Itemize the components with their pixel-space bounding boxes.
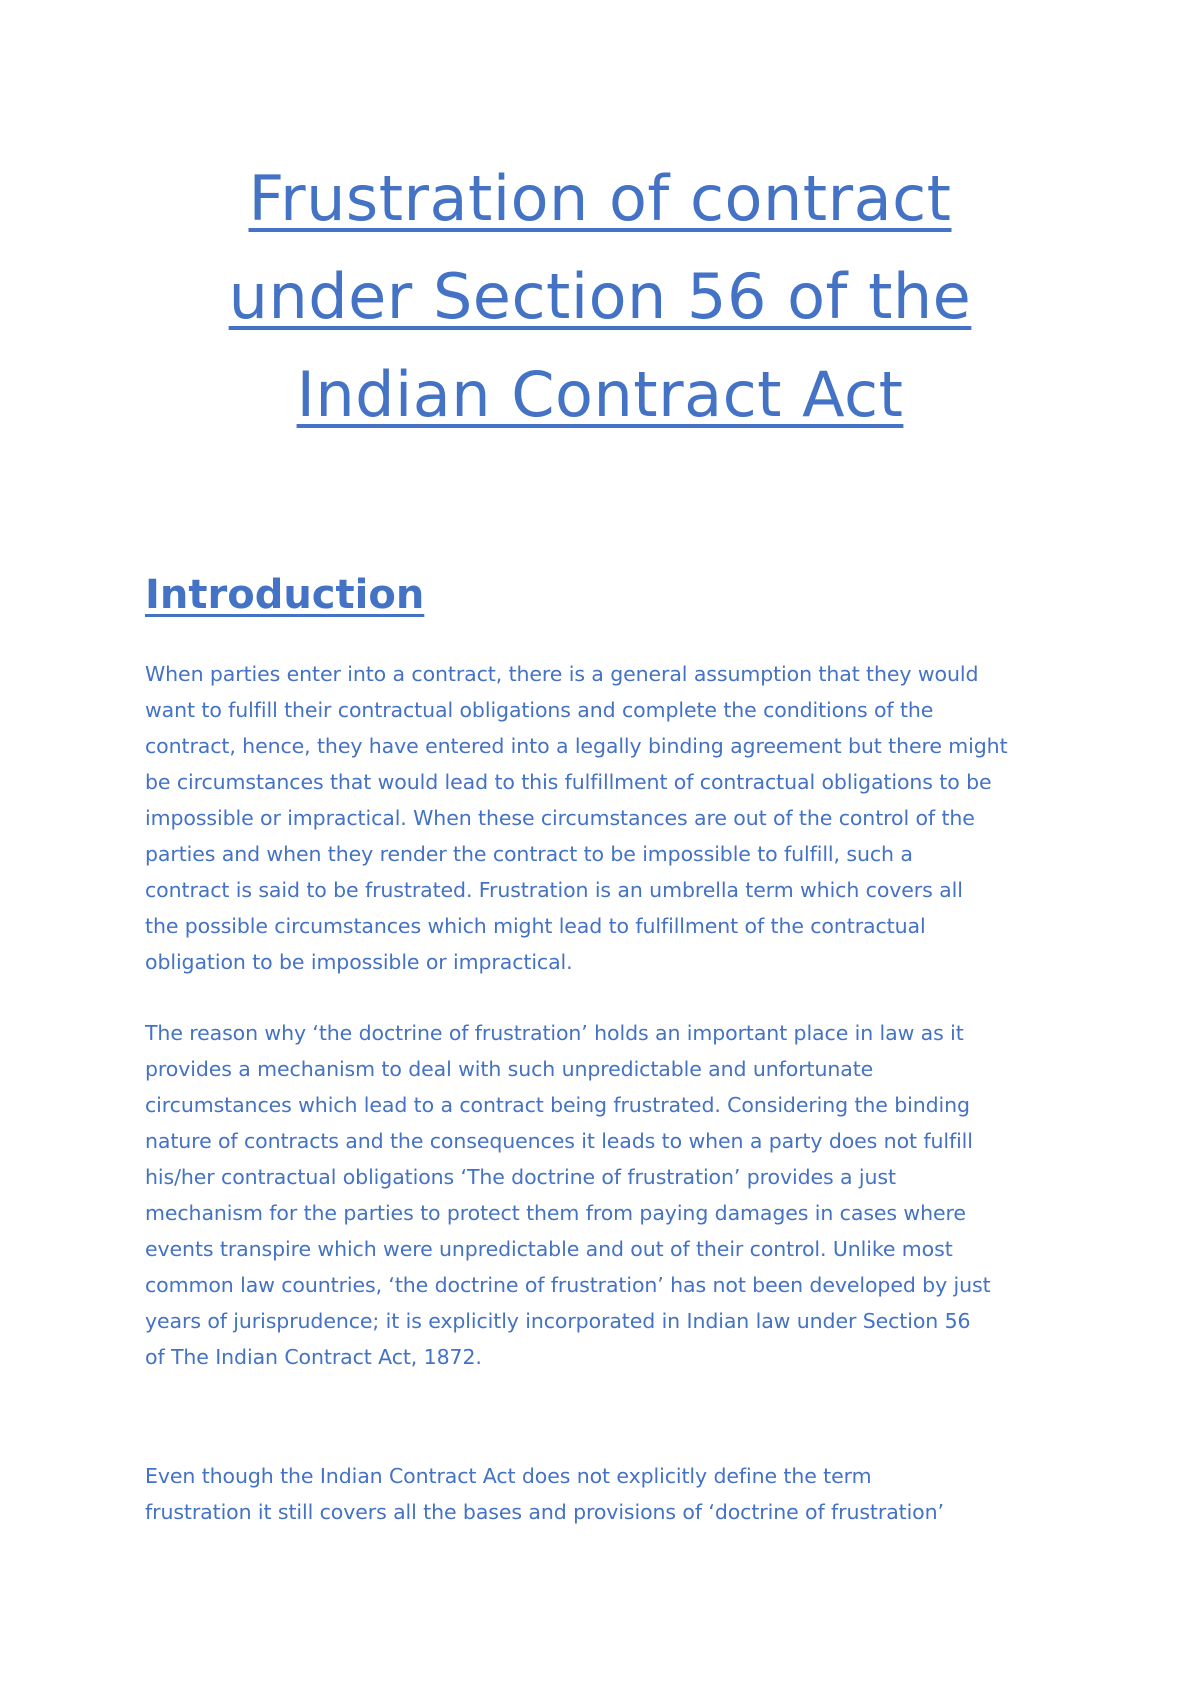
text-line: want to fulfill their contractual obligations and complete the conditions of the (145, 698, 934, 722)
text-line: The reason why ‘the doctrine of frustration’ holds an important place in law as it (145, 1021, 964, 1045)
text-line: frustration it still covers all the bases and provisions of ‘doctrine of frustration’ (145, 1500, 944, 1524)
text-line: years of jurisprudence; it is explicitly incorporated in Indian law under Section 56 (145, 1309, 971, 1333)
paragraph-1 (145, 656, 1085, 980)
title-line: under Section 56 of the (228, 260, 972, 333)
text-line: nature of contracts and the consequences it leads to when a party does not fulfill (145, 1129, 973, 1153)
document-title (145, 150, 1055, 444)
text-line: his/her contractual obligations ‘The doctrine of frustration’ provides a just (145, 1165, 896, 1189)
text-line: Even though the Indian Contract Act does not explicitly define the term (145, 1464, 872, 1488)
text-line: impossible or impractical. When these circumstances are out of the control of the (145, 806, 975, 830)
paragraph-3 (145, 1458, 1085, 1530)
text-line: common law countries, ‘the doctrine of frustration’ has not been developed by just (145, 1273, 991, 1297)
text-line: of The Indian Contract Act, 1872. (145, 1345, 482, 1369)
text-line: When parties enter into a contract, there is a general assumption that they would (145, 662, 979, 686)
text-line: be circumstances that would lead to this fulfillment of contractual obligations to be (145, 770, 992, 794)
title-line: Indian Contract Act (296, 358, 904, 431)
text-line: contract, hence, they have entered into a legally binding agreement but there might (145, 734, 1008, 758)
section-heading-introduction: Introduction (145, 572, 425, 618)
text-line: provides a mechanism to deal with such unpredictable and unfortunate (145, 1057, 874, 1081)
text-line: parties and when they render the contract to be impossible to fulfill, such a (145, 842, 913, 866)
text-line: circumstances which lead to a contract being frustrated. Considering the binding (145, 1093, 970, 1117)
title-line: Frustration of contract (248, 162, 952, 235)
text-line: events transpire which were unpredictable and out of their control. Unlike most (145, 1237, 953, 1261)
text-line: mechanism for the parties to protect them from paying damages in cases where (145, 1201, 966, 1225)
paragraph-2 (145, 1015, 1085, 1375)
text-line: the possible circumstances which might lead to fulfillment of the contractual (145, 914, 926, 938)
text-line: contract is said to be frustrated. Frustration is an umbrella term which covers all (145, 878, 963, 902)
text-line: obligation to be impossible or impractical. (145, 950, 573, 974)
